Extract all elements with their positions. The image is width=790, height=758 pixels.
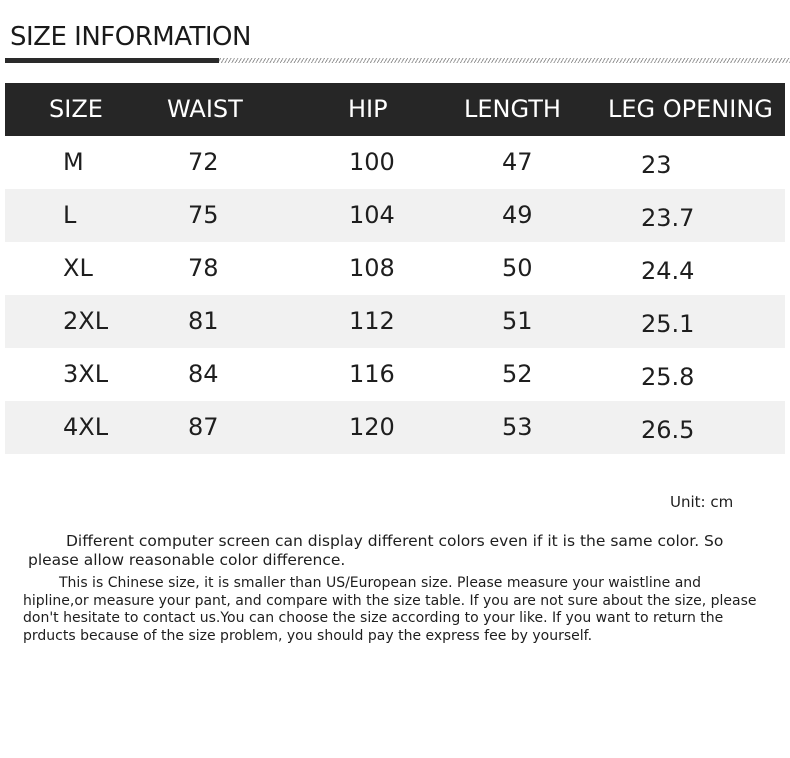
unit-label: Unit: cm — [670, 493, 734, 511]
cell-leg-opening: 24.4 — [641, 257, 695, 285]
table-row — [5, 295, 785, 348]
table-row — [5, 136, 785, 189]
cell-length: 53 — [502, 413, 533, 441]
cell-size: M — [63, 148, 84, 176]
cell-waist: 75 — [188, 201, 219, 229]
cell-waist: 87 — [188, 413, 219, 441]
header-size: SIZE — [49, 95, 103, 123]
title-hatch-divider — [219, 58, 790, 63]
size-notice: This is Chinese size, it is smaller than US/European size. Please measure your waistline and hipline,or measure your pant, and compare with the size table. If you are not sure about the size, please don't hesitate to contact us.You can choose the size according to your like. If you want to return the prducts because of the size problem, you should pay the express fee by yourself. — [23, 575, 757, 644]
cell-length: 52 — [502, 360, 533, 388]
cell-waist: 84 — [188, 360, 219, 388]
cell-length: 51 — [502, 307, 533, 335]
title-underline — [5, 58, 221, 63]
header-hip: HIP — [348, 95, 388, 123]
cell-hip: 120 — [349, 413, 395, 441]
cell-length: 49 — [502, 201, 533, 229]
cell-size: 3XL — [63, 360, 109, 388]
cell-leg-opening: 23 — [641, 151, 672, 179]
cell-length: 47 — [502, 148, 533, 176]
header-waist: WAIST — [167, 95, 243, 123]
table-header-row — [5, 83, 785, 136]
table-row — [5, 348, 785, 401]
size-table — [5, 83, 785, 454]
cell-length: 50 — [502, 254, 533, 282]
cell-size: L — [63, 201, 77, 229]
cell-hip: 108 — [349, 254, 395, 282]
cell-waist: 72 — [188, 148, 219, 176]
cell-leg-opening: 25.1 — [641, 310, 695, 338]
table-row — [5, 242, 785, 295]
cell-hip: 104 — [349, 201, 395, 229]
cell-hip: 112 — [349, 307, 395, 335]
cell-waist: 78 — [188, 254, 219, 282]
header-leg-opening: LEG OPENING — [608, 95, 773, 123]
cell-size: XL — [63, 254, 93, 282]
table-row — [5, 189, 785, 242]
page-title: SIZE INFORMATION — [10, 22, 251, 52]
cell-size: 2XL — [63, 307, 109, 335]
cell-size: 4XL — [63, 413, 109, 441]
cell-waist: 81 — [188, 307, 219, 335]
cell-leg-opening: 23.7 — [641, 204, 695, 232]
color-notice: Different computer screen can display different colors even if it is the same color. So please allow reasonable color difference. — [28, 532, 724, 569]
cell-hip: 100 — [349, 148, 395, 176]
cell-leg-opening: 25.8 — [641, 363, 695, 391]
table-row — [5, 401, 785, 454]
header-length: LENGTH — [464, 95, 561, 123]
cell-leg-opening: 26.5 — [641, 416, 695, 444]
cell-hip: 116 — [349, 360, 395, 388]
